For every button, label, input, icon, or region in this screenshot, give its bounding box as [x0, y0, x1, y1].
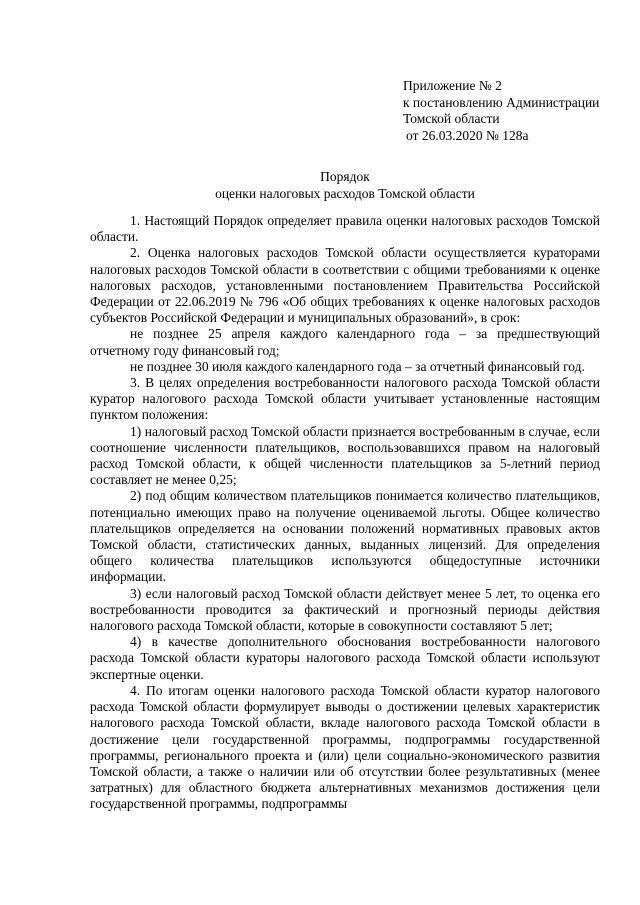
paragraph-3-item-2: 2) под общим количеством плательщиков понимается количество плательщиков, потенциально имеющих право на получение оцениваемой льготы. Общее количество плательщиков определяется на основании положений нормативных правовых актов Томской области, статистических данных, выданных лицензий. Для определения общего количества плательщиков используются общедоступные источники информации. — [90, 488, 600, 585]
paragraph-2-deadline-1: не позднее 25 апреля каждого календарного года – за предшествующий отчетному году финансовый год; — [90, 326, 600, 358]
document-title — [90, 168, 600, 202]
annex-region: Томской области — [403, 111, 500, 126]
paragraph-3-item-4: 4) в качестве дополнительного обоснования востребованности налогового расхода Томской области кураторы налогового расхода Томской области используют экспертные оценки. — [90, 634, 600, 682]
document-body — [90, 213, 600, 813]
paragraph-1: 1. Настоящий Порядок определяет правила оценки налоговых расходов Томской области. — [90, 213, 600, 245]
paragraph-4: 4. По итогам оценки налогового расхода Томской области куратор налогового расхода Томской области формулирует выводы о достижении целевых характеристик налогового расхода Томской области, вкладе налогового расхода Томской области в достижение цели государственной программы, подпрограммы государственной программы, регионального проекта и (или) цели социально-экономического развития Томской области, а также о наличии или об отсутствии более результативных (менее затратных) для областного бюджета альтернативных механизмов достижения цели государственной программы, подпрограммы — [90, 682, 600, 812]
title-line-1: Порядок — [320, 169, 370, 184]
paragraph-3-item-3: 3) если налоговый расход Томской области действует менее 5 лет, то оценка его востребованности проводится за фактический и прогнозный периоды действия налогового расхода Томской области, которые в совокупности составляют 5 лет; — [90, 585, 600, 634]
paragraph-3: 3. В целях определения востребованности налогового расхода Томской области куратор налогового расхода Томской области учитывает установленные настоящим пунктом положения: — [90, 375, 600, 423]
annex-number: Приложение № 2 — [403, 78, 502, 93]
paragraph-2-deadline-2: не позднее 30 июля каждого календарного года – за отчетный финансовый год. — [130, 358, 585, 374]
paragraph-3-item-1: 1) налоговый расход Томской области признается востребованным в случае, если соотношение численности плательщиков, воспользовавшихся правом на налоговый расход Томской области, к общей численности плательщиков за 5-летний период составляет не менее 0,25; — [90, 423, 600, 488]
annex-header — [403, 78, 599, 144]
annex-date: от 26.03.2020 № 128а — [406, 127, 529, 143]
title-line-2: оценки налоговых расходов Томской области — [215, 186, 475, 201]
annex-resolution: к постановлению Администрации — [403, 94, 600, 110]
paragraph-2: 2. Оценка налоговых расходов Томской области осуществляется кураторами налоговых расходов Томской области в соответствии с общими требованиями к оценке налоговых расходов, установленными постановлением Правительства Российской Федерации от 22.06.2019 № 796 «Об общих требованиях к оценке налоговых расходов субъектов Российской Федерации и муниципальных образований», в срок: — [90, 245, 600, 326]
